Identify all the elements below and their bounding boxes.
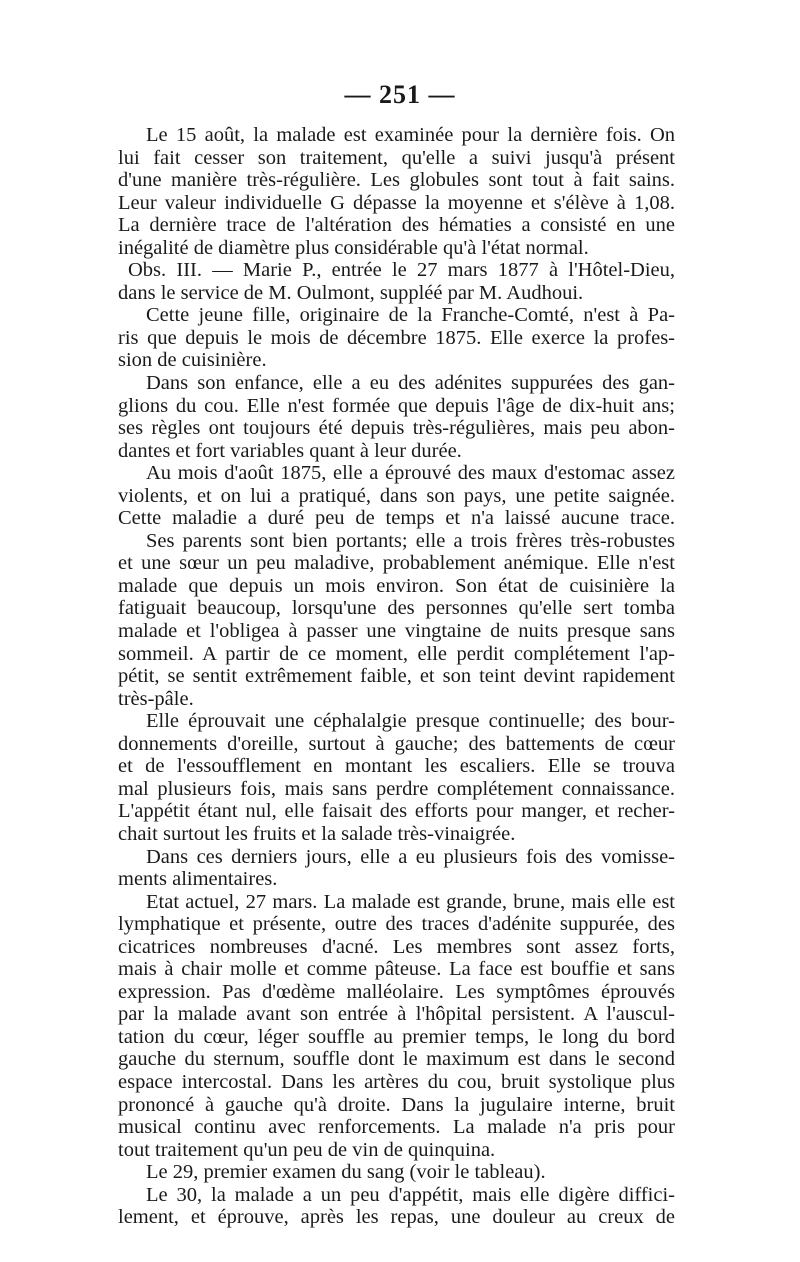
text-line: Leur valeur individuelle G dépasse la moyenne et s'élève à 1,08.: [118, 191, 675, 214]
text-line: sommeil. A partir de ce moment, elle perdit complétement l'ap-: [118, 642, 675, 665]
text-line: cicatrices nombreuses d'acné. Les membres sont assez forts,: [118, 935, 675, 958]
text-line: mais à chair molle et comme pâteuse. La face est bouffie et sans: [118, 958, 675, 981]
text-line: mal plusieurs fois, mais sans perdre complétement connaissance.: [118, 777, 675, 800]
text-line: ments alimentaires.: [118, 868, 278, 891]
text-line: très-pâle.: [118, 687, 194, 710]
text-line: tout traitement qu'un peu de vin de quinquina.: [118, 1138, 496, 1161]
text-line: lui fait cesser son traitement, qu'elle a suivi jusqu'à présent: [118, 146, 675, 169]
text-line: Cette maladie a duré peu de temps et n'a laissé aucune trace.: [118, 507, 675, 530]
text-line: musical continu avec renforcements. La malade n'a pris pour: [118, 1116, 675, 1139]
text-line: Elle éprouvait une céphalalgie presque continuelle; des bour-: [146, 710, 675, 733]
text-line: Etat actuel, 27 mars. La malade est grande, brune, mais elle est: [146, 890, 675, 913]
text-line: par la malade avant son entrée à l'hôpital persistent. A l'auscul-: [118, 1003, 675, 1026]
text-line: glions du cou. Elle n'est formée que depuis l'âge de dix-huit ans;: [118, 394, 675, 417]
text-line: malade et l'obligea à passer une vingtaine de nuits presque sans: [118, 620, 675, 643]
text-line: violents, et on lui a pratiqué, dans son pays, une petite saignée.: [118, 484, 675, 507]
text-line: dans le service de M. Oulmont, suppléé par M. Audhoui.: [118, 281, 584, 304]
text-line: prononcé à gauche qu'à droite. Dans la jugulaire interne, bruit: [118, 1093, 675, 1116]
text-line: et une sœur un peu maladive, probablement anémique. Elle n'est: [118, 552, 675, 575]
text-line: espace intercostal. Dans les artères du cou, bruit systolique plus: [118, 1070, 675, 1093]
text-line: ris que depuis le mois de décembre 1875. Elle exerce la profes-: [118, 326, 675, 349]
text-line: La dernière trace de l'altération des hématies a consisté en une: [118, 214, 675, 237]
text-line: expression. Pas d'œdème malléolaire. Les symptômes éprouvés: [118, 980, 675, 1003]
text-line: d'une manière très-régulière. Les globules sont tout à fait sains.: [118, 169, 675, 192]
text-line: gauche du sternum, souffle dont le maximum est dans le second: [118, 1048, 675, 1071]
text-line: lymphatique et présente, outre des traces d'adénite suppurée, des: [118, 913, 675, 936]
body-text: [118, 124, 675, 1229]
text-line: Au mois d'août 1875, elle a éprouvé des maux d'estomac assez: [146, 462, 675, 485]
text-line: malade que depuis un mois environ. Son état de cuisinière la: [118, 574, 675, 597]
text-line: lement, et éprouve, après les repas, une douleur au creux de: [118, 1206, 675, 1229]
text-line: inégalité de diamètre plus considérable qu'à l'état normal.: [118, 236, 589, 259]
text-line: ses règles ont toujours été depuis très-régulières, mais peu abon-: [118, 417, 675, 440]
text-line: fatiguait beaucoup, lorsqu'une des personnes qu'elle sert tomba: [118, 597, 675, 620]
text-line: Le 29, premier examen du sang (voir le tableau).: [146, 1161, 546, 1184]
text-line: Dans ces derniers jours, elle a eu plusieurs fois des vomisse-: [146, 845, 675, 868]
text-line: Le 30, la malade a un peu d'appétit, mais elle digère diffici-: [146, 1183, 675, 1206]
text-line: et de l'essoufflement en montant les escaliers. Elle se trouva: [118, 755, 675, 778]
text-line: Le 15 août, la malade est examinée pour la dernière fois. On: [146, 124, 675, 146]
text-line: chait surtout les fruits et la salade très-vinaigrée.: [118, 822, 516, 845]
text-line: tation du cœur, léger souffle au premier temps, le long du bord: [118, 1025, 675, 1048]
text-line: L'appétit étant nul, elle faisait des efforts pour manger, et recher-: [118, 800, 675, 823]
text-line: dantes et fort variables quant à leur durée.: [118, 439, 462, 462]
text-line: pétit, se sentit extrêmement faible, et son teint devint rapidement: [118, 665, 675, 688]
text-line: donnements d'oreille, surtout à gauche; des battements de cœur: [118, 732, 675, 755]
text-line: sion de cuisinière.: [118, 349, 267, 372]
observation-heading: Obs. III. — Marie P., entrée le 27 mars 1877 à l'Hôtel-Dieu,: [128, 259, 675, 282]
page-number: — 251 —: [344, 80, 456, 109]
text-line: Ses parents sont bien portants; elle a trois frères très-robustes: [146, 529, 675, 552]
text-line: Cette jeune fille, originaire de la Franche-Comté, n'est à Pa-: [146, 304, 675, 327]
text-line: Dans son enfance, elle a eu des adénites suppurées des gan-: [146, 372, 675, 395]
